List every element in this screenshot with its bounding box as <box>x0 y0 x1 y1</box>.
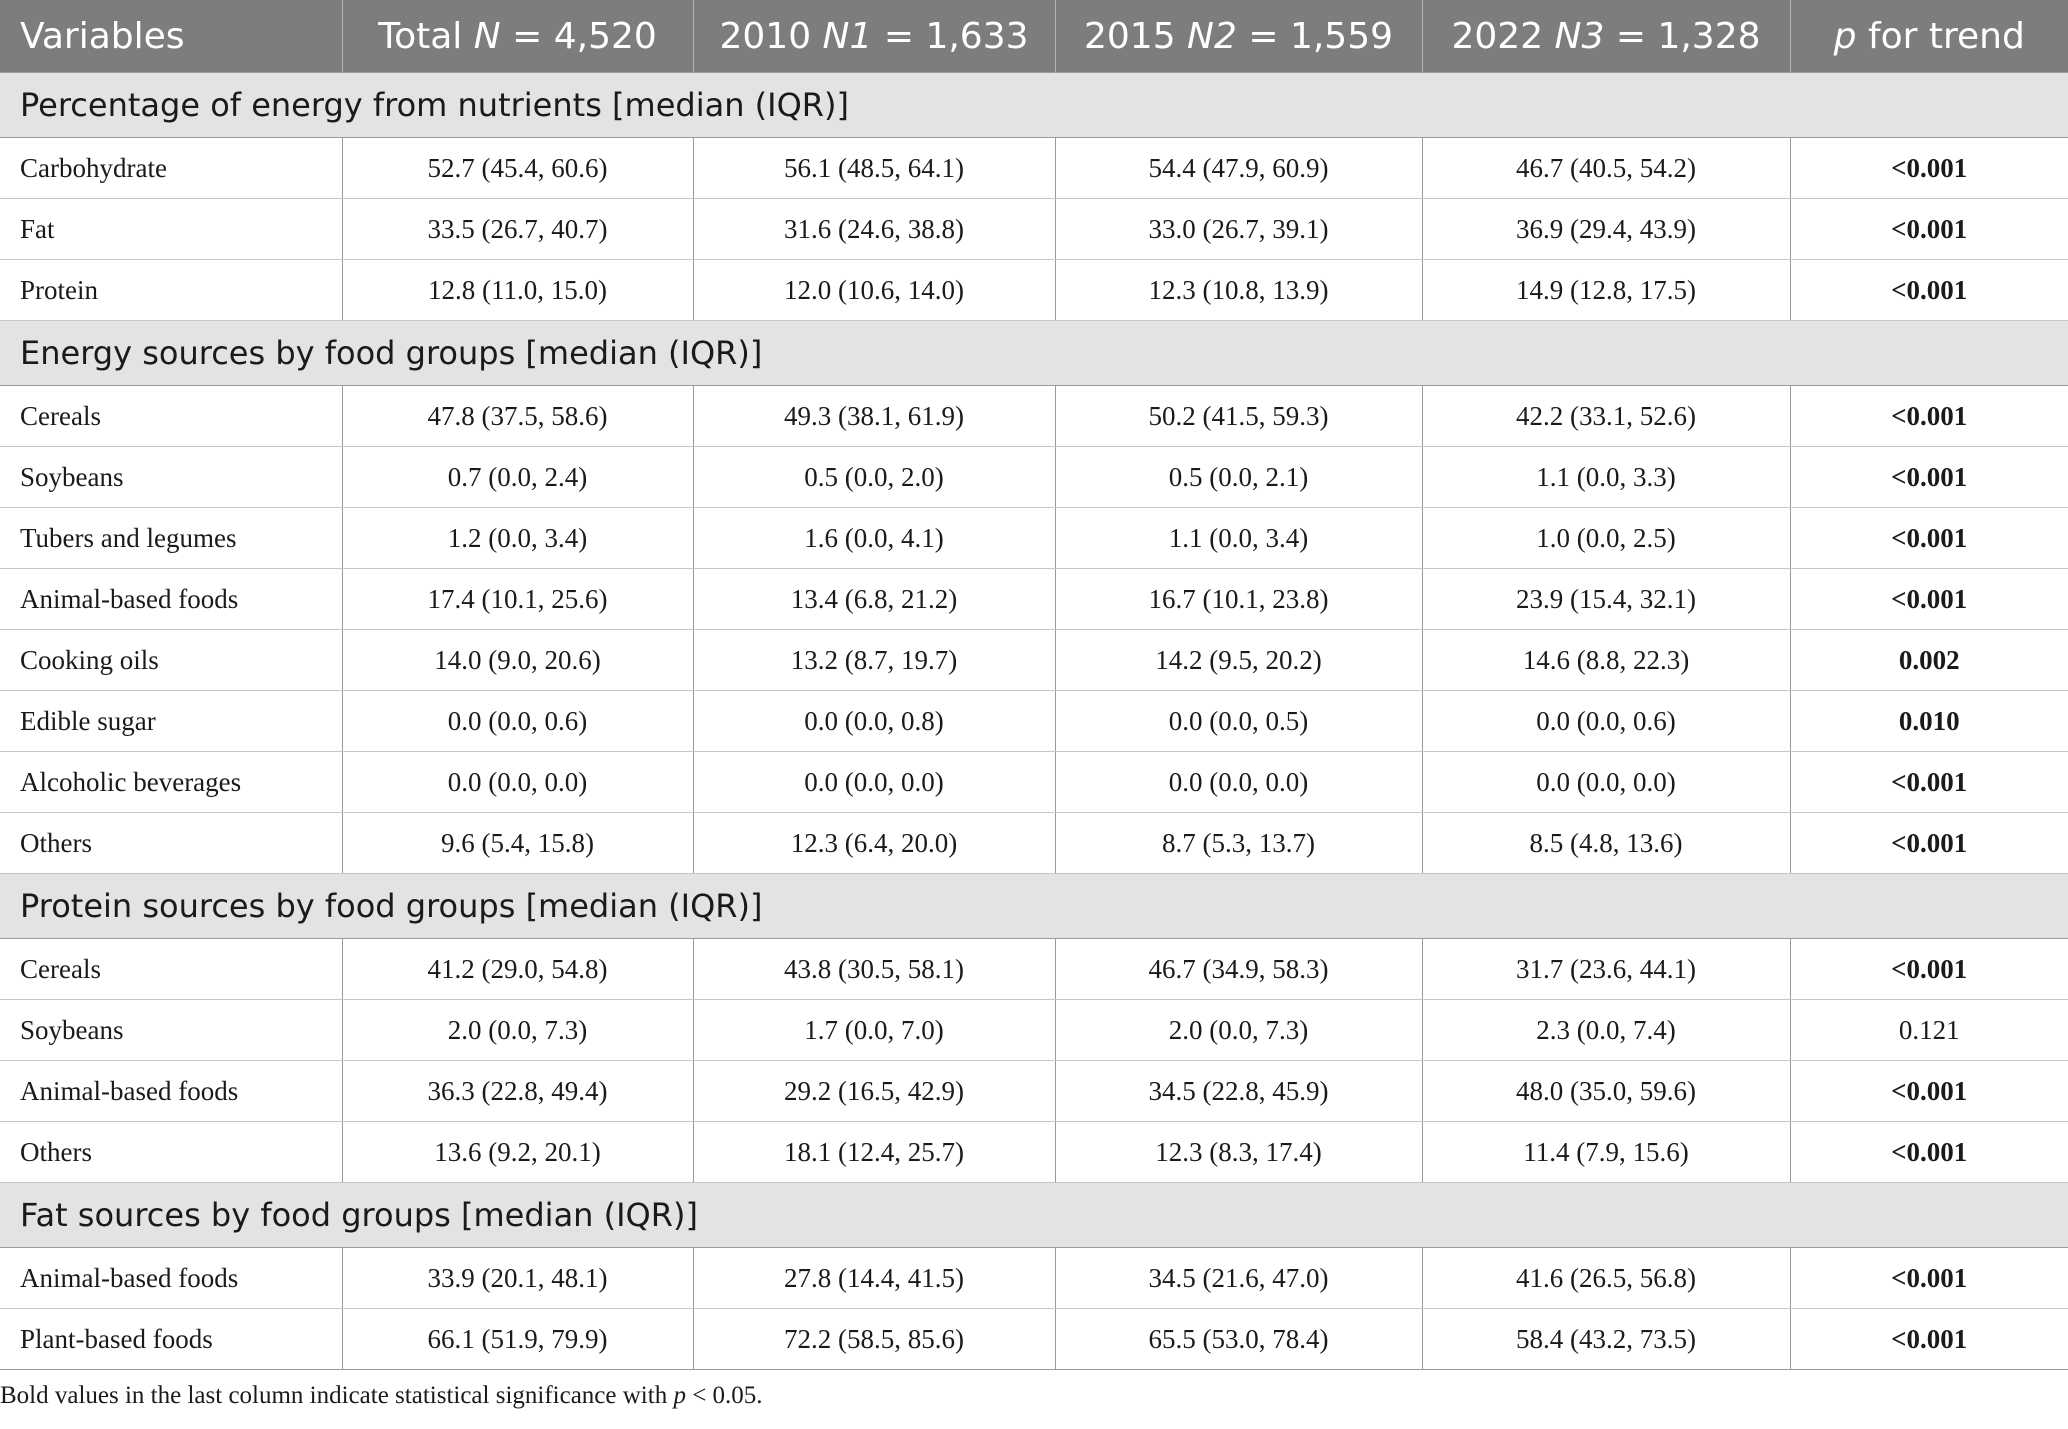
cell-2022: 14.9 (12.8, 17.5) <box>1422 260 1790 321</box>
cell-2010: 49.3 (38.1, 61.9) <box>693 386 1055 447</box>
cell-variable: Others <box>0 1122 342 1183</box>
cell-variable: Animal-based foods <box>0 1061 342 1122</box>
table-footnote <box>0 1382 2068 1410</box>
header-2022 <box>1422 0 1790 73</box>
table-row <box>0 813 2068 874</box>
cell-variable: Cereals <box>0 939 342 1000</box>
cell-variable: Protein <box>0 260 342 321</box>
cell-2010: 1.7 (0.0, 7.0) <box>693 1000 1055 1061</box>
cell-variable: Cereals <box>0 386 342 447</box>
header-2010-value: = 1,633 <box>872 15 1029 57</box>
header-2010 <box>693 0 1055 73</box>
table-row <box>0 691 2068 752</box>
table-row <box>0 260 2068 321</box>
footnote-threshold: < 0.05. <box>685 1382 763 1409</box>
header-2010-prefix: 2010 <box>719 15 823 57</box>
cell-2010: 72.2 (58.5, 85.6) <box>693 1309 1055 1370</box>
cell-2015: 0.5 (0.0, 2.1) <box>1055 447 1422 508</box>
header-2015-n: N2 <box>1187 15 1237 57</box>
cell-variable: Soybeans <box>0 447 342 508</box>
cell-total: 1.2 (0.0, 3.4) <box>342 508 693 569</box>
cell-2015: 34.5 (22.8, 45.9) <box>1055 1061 1422 1122</box>
cell-2010: 13.4 (6.8, 21.2) <box>693 569 1055 630</box>
table-row <box>0 569 2068 630</box>
cell-2015: 54.4 (47.9, 60.9) <box>1055 138 1422 199</box>
header-p-symbol: p <box>1833 15 1857 57</box>
cell-variable: Tubers and legumes <box>0 508 342 569</box>
cell-variable: Plant-based foods <box>0 1309 342 1370</box>
cell-total: 13.6 (9.2, 20.1) <box>342 1122 693 1183</box>
header-total-prefix: Total <box>378 15 474 57</box>
section-header-row <box>0 73 2068 138</box>
table-row <box>0 939 2068 1000</box>
cell-2015: 50.2 (41.5, 59.3) <box>1055 386 1422 447</box>
cell-p-for-trend: <0.001 <box>1790 138 2068 199</box>
cell-total: 12.8 (11.0, 15.0) <box>342 260 693 321</box>
header-p-label: for trend <box>1856 15 2025 57</box>
cell-2022: 46.7 (40.5, 54.2) <box>1422 138 1790 199</box>
cell-2022: 14.6 (8.8, 22.3) <box>1422 630 1790 691</box>
table-row <box>0 508 2068 569</box>
cell-2015: 65.5 (53.0, 78.4) <box>1055 1309 1422 1370</box>
header-variables-label: Variables <box>20 15 185 57</box>
cell-2010: 12.0 (10.6, 14.0) <box>693 260 1055 321</box>
cell-2022: 2.3 (0.0, 7.4) <box>1422 1000 1790 1061</box>
table-row <box>0 447 2068 508</box>
cell-2010: 29.2 (16.5, 42.9) <box>693 1061 1055 1122</box>
cell-2010: 12.3 (6.4, 20.0) <box>693 813 1055 874</box>
cell-2022: 48.0 (35.0, 59.6) <box>1422 1061 1790 1122</box>
cell-p-for-trend: 0.002 <box>1790 630 2068 691</box>
cell-2015: 33.0 (26.7, 39.1) <box>1055 199 1422 260</box>
table-row <box>0 138 2068 199</box>
cell-variable: Soybeans <box>0 1000 342 1061</box>
cell-total: 0.7 (0.0, 2.4) <box>342 447 693 508</box>
cell-total: 47.8 (37.5, 58.6) <box>342 386 693 447</box>
cell-p-for-trend: <0.001 <box>1790 447 2068 508</box>
cell-p-for-trend: 0.010 <box>1790 691 2068 752</box>
cell-2010: 13.2 (8.7, 19.7) <box>693 630 1055 691</box>
cell-2010: 18.1 (12.4, 25.7) <box>693 1122 1055 1183</box>
cell-total: 9.6 (5.4, 15.8) <box>342 813 693 874</box>
table-row <box>0 630 2068 691</box>
section-title: Energy sources by food groups [median (IQR)] <box>0 321 2068 386</box>
cell-2022: 8.5 (4.8, 13.6) <box>1422 813 1790 874</box>
section-title: Protein sources by food groups [median (IQR)] <box>0 874 2068 939</box>
table-row <box>0 386 2068 447</box>
cell-2015: 8.7 (5.3, 13.7) <box>1055 813 1422 874</box>
table-row <box>0 1309 2068 1370</box>
cell-variable: Animal-based foods <box>0 1248 342 1309</box>
table-row <box>0 199 2068 260</box>
cell-2010: 43.8 (30.5, 58.1) <box>693 939 1055 1000</box>
cell-p-for-trend: <0.001 <box>1790 386 2068 447</box>
cell-total: 41.2 (29.0, 54.8) <box>342 939 693 1000</box>
cell-p-for-trend: <0.001 <box>1790 199 2068 260</box>
cell-2010: 0.0 (0.0, 0.8) <box>693 691 1055 752</box>
cell-total: 52.7 (45.4, 60.6) <box>342 138 693 199</box>
footnote-text: Bold values in the last column indicate statistical significance with <box>0 1382 674 1409</box>
cell-p-for-trend: <0.001 <box>1790 1309 2068 1370</box>
cell-p-for-trend: <0.001 <box>1790 508 2068 569</box>
header-2015-prefix: 2015 <box>1083 15 1188 57</box>
cell-2010: 31.6 (24.6, 38.8) <box>693 199 1055 260</box>
cell-2010: 1.6 (0.0, 4.1) <box>693 508 1055 569</box>
header-2015 <box>1055 0 1422 73</box>
cell-2010: 56.1 (48.5, 64.1) <box>693 138 1055 199</box>
section-header-row <box>0 321 2068 386</box>
cell-2022: 11.4 (7.9, 15.6) <box>1422 1122 1790 1183</box>
header-2010-n: N1 <box>822 15 873 57</box>
cell-total: 66.1 (51.9, 79.9) <box>342 1309 693 1370</box>
table-row <box>0 1000 2068 1061</box>
section-title: Percentage of energy from nutrients [median (IQR)] <box>0 73 2068 138</box>
cell-2022: 42.2 (33.1, 52.6) <box>1422 386 1790 447</box>
header-row <box>0 0 2068 73</box>
cell-variable: Cooking oils <box>0 630 342 691</box>
cell-total: 0.0 (0.0, 0.0) <box>342 752 693 813</box>
cell-2015: 0.0 (0.0, 0.0) <box>1055 752 1422 813</box>
cell-2022: 0.0 (0.0, 0.6) <box>1422 691 1790 752</box>
cell-p-for-trend: <0.001 <box>1790 1122 2068 1183</box>
cell-2015: 16.7 (10.1, 23.8) <box>1055 569 1422 630</box>
cell-p-for-trend: <0.001 <box>1790 939 2068 1000</box>
cell-total: 33.9 (20.1, 48.1) <box>342 1248 693 1309</box>
cell-2022: 36.9 (29.4, 43.9) <box>1422 199 1790 260</box>
cell-2010: 0.5 (0.0, 2.0) <box>693 447 1055 508</box>
section-header-row <box>0 874 2068 939</box>
header-2022-value: = 1,328 <box>1604 15 1761 57</box>
header-p-for-trend <box>1790 0 2068 73</box>
cell-variable: Fat <box>0 199 342 260</box>
cell-variable: Alcoholic beverages <box>0 752 342 813</box>
cell-2015: 12.3 (8.3, 17.4) <box>1055 1122 1422 1183</box>
cell-2010: 27.8 (14.4, 41.5) <box>693 1248 1055 1309</box>
header-2015-value: = 1,559 <box>1236 15 1394 57</box>
table-row <box>0 1122 2068 1183</box>
section-header-row <box>0 1183 2068 1248</box>
cell-total: 0.0 (0.0, 0.6) <box>342 691 693 752</box>
cell-p-for-trend: <0.001 <box>1790 813 2068 874</box>
cell-total: 2.0 (0.0, 7.3) <box>342 1000 693 1061</box>
cell-total: 36.3 (22.8, 49.4) <box>342 1061 693 1122</box>
cell-p-for-trend: <0.001 <box>1790 752 2068 813</box>
cell-2015: 2.0 (0.0, 7.3) <box>1055 1000 1422 1061</box>
cell-p-for-trend: 0.121 <box>1790 1000 2068 1061</box>
cell-variable: Animal-based foods <box>0 569 342 630</box>
cell-variable: Others <box>0 813 342 874</box>
cell-2022: 1.1 (0.0, 3.3) <box>1422 447 1790 508</box>
cell-total: 14.0 (9.0, 20.6) <box>342 630 693 691</box>
cell-2015: 0.0 (0.0, 0.5) <box>1055 691 1422 752</box>
cell-p-for-trend: <0.001 <box>1790 1248 2068 1309</box>
cell-2010: 0.0 (0.0, 0.0) <box>693 752 1055 813</box>
cell-2022: 31.7 (23.6, 44.1) <box>1422 939 1790 1000</box>
cell-variable: Edible sugar <box>0 691 342 752</box>
footnote-p-symbol: p <box>673 1382 686 1409</box>
header-total-value: = 4,520 <box>500 15 657 57</box>
header-2022-n: N3 <box>1554 15 1605 57</box>
header-total <box>342 0 693 73</box>
cell-2022: 23.9 (15.4, 32.1) <box>1422 569 1790 630</box>
table-row <box>0 752 2068 813</box>
header-variables <box>0 0 342 73</box>
cell-p-for-trend: <0.001 <box>1790 569 2068 630</box>
section-title: Fat sources by food groups [median (IQR)] <box>0 1183 2068 1248</box>
cell-total: 17.4 (10.1, 25.6) <box>342 569 693 630</box>
table-row <box>0 1248 2068 1309</box>
cell-p-for-trend: <0.001 <box>1790 260 2068 321</box>
table-row <box>0 1061 2068 1122</box>
cell-variable: Carbohydrate <box>0 138 342 199</box>
header-2022-prefix: 2022 <box>1451 15 1555 57</box>
cell-2015: 14.2 (9.5, 20.2) <box>1055 630 1422 691</box>
header-total-n: N <box>473 15 501 57</box>
cell-2015: 1.1 (0.0, 3.4) <box>1055 508 1422 569</box>
cell-2022: 41.6 (26.5, 56.8) <box>1422 1248 1790 1309</box>
table-body <box>0 73 2068 1370</box>
cell-total: 33.5 (26.7, 40.7) <box>342 199 693 260</box>
cell-2022: 0.0 (0.0, 0.0) <box>1422 752 1790 813</box>
cell-2022: 1.0 (0.0, 2.5) <box>1422 508 1790 569</box>
cell-2015: 12.3 (10.8, 13.9) <box>1055 260 1422 321</box>
cell-p-for-trend: <0.001 <box>1790 1061 2068 1122</box>
cell-2015: 34.5 (21.6, 47.0) <box>1055 1248 1422 1309</box>
cell-2015: 46.7 (34.9, 58.3) <box>1055 939 1422 1000</box>
cell-2022: 58.4 (43.2, 73.5) <box>1422 1309 1790 1370</box>
